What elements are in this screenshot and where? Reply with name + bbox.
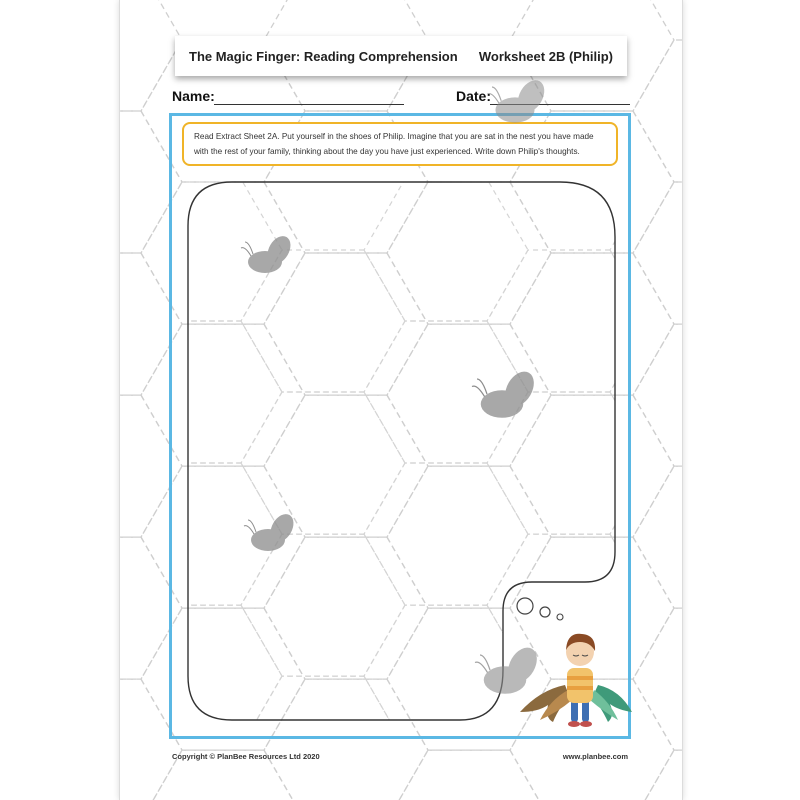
decoration-layer <box>120 0 682 800</box>
instructions-text: Read Extract Sheet 2A. Put yourself in the shoes of Philip. Imagine that you are sat in the nest you have made with the rest of your family, thinking about the day you have just experienced. Write down Philip's thoughts. <box>194 132 594 156</box>
thought-bubble-icon <box>517 598 563 620</box>
date-label: Date: <box>456 88 492 104</box>
bird-silhouette-icon <box>475 643 543 694</box>
bird-silhouette-icon <box>472 367 540 418</box>
bird-silhouette-icon <box>241 232 295 273</box>
winged-boy-illustration <box>520 634 632 727</box>
worksheet-page <box>119 0 683 800</box>
website-link[interactable]: www.planbee.com <box>562 752 628 761</box>
name-label: Name: <box>172 88 215 104</box>
bird-silhouette-icon <box>487 76 549 123</box>
worksheet-title: The Magic Finger: Reading Comprehension <box>189 48 458 64</box>
worksheet-number: Worksheet 2B (Philip) <box>478 48 613 64</box>
copyright-text: Copyright © PlanBee Resources Ltd 2020 <box>172 752 320 761</box>
bird-silhouette-icon <box>244 510 298 551</box>
